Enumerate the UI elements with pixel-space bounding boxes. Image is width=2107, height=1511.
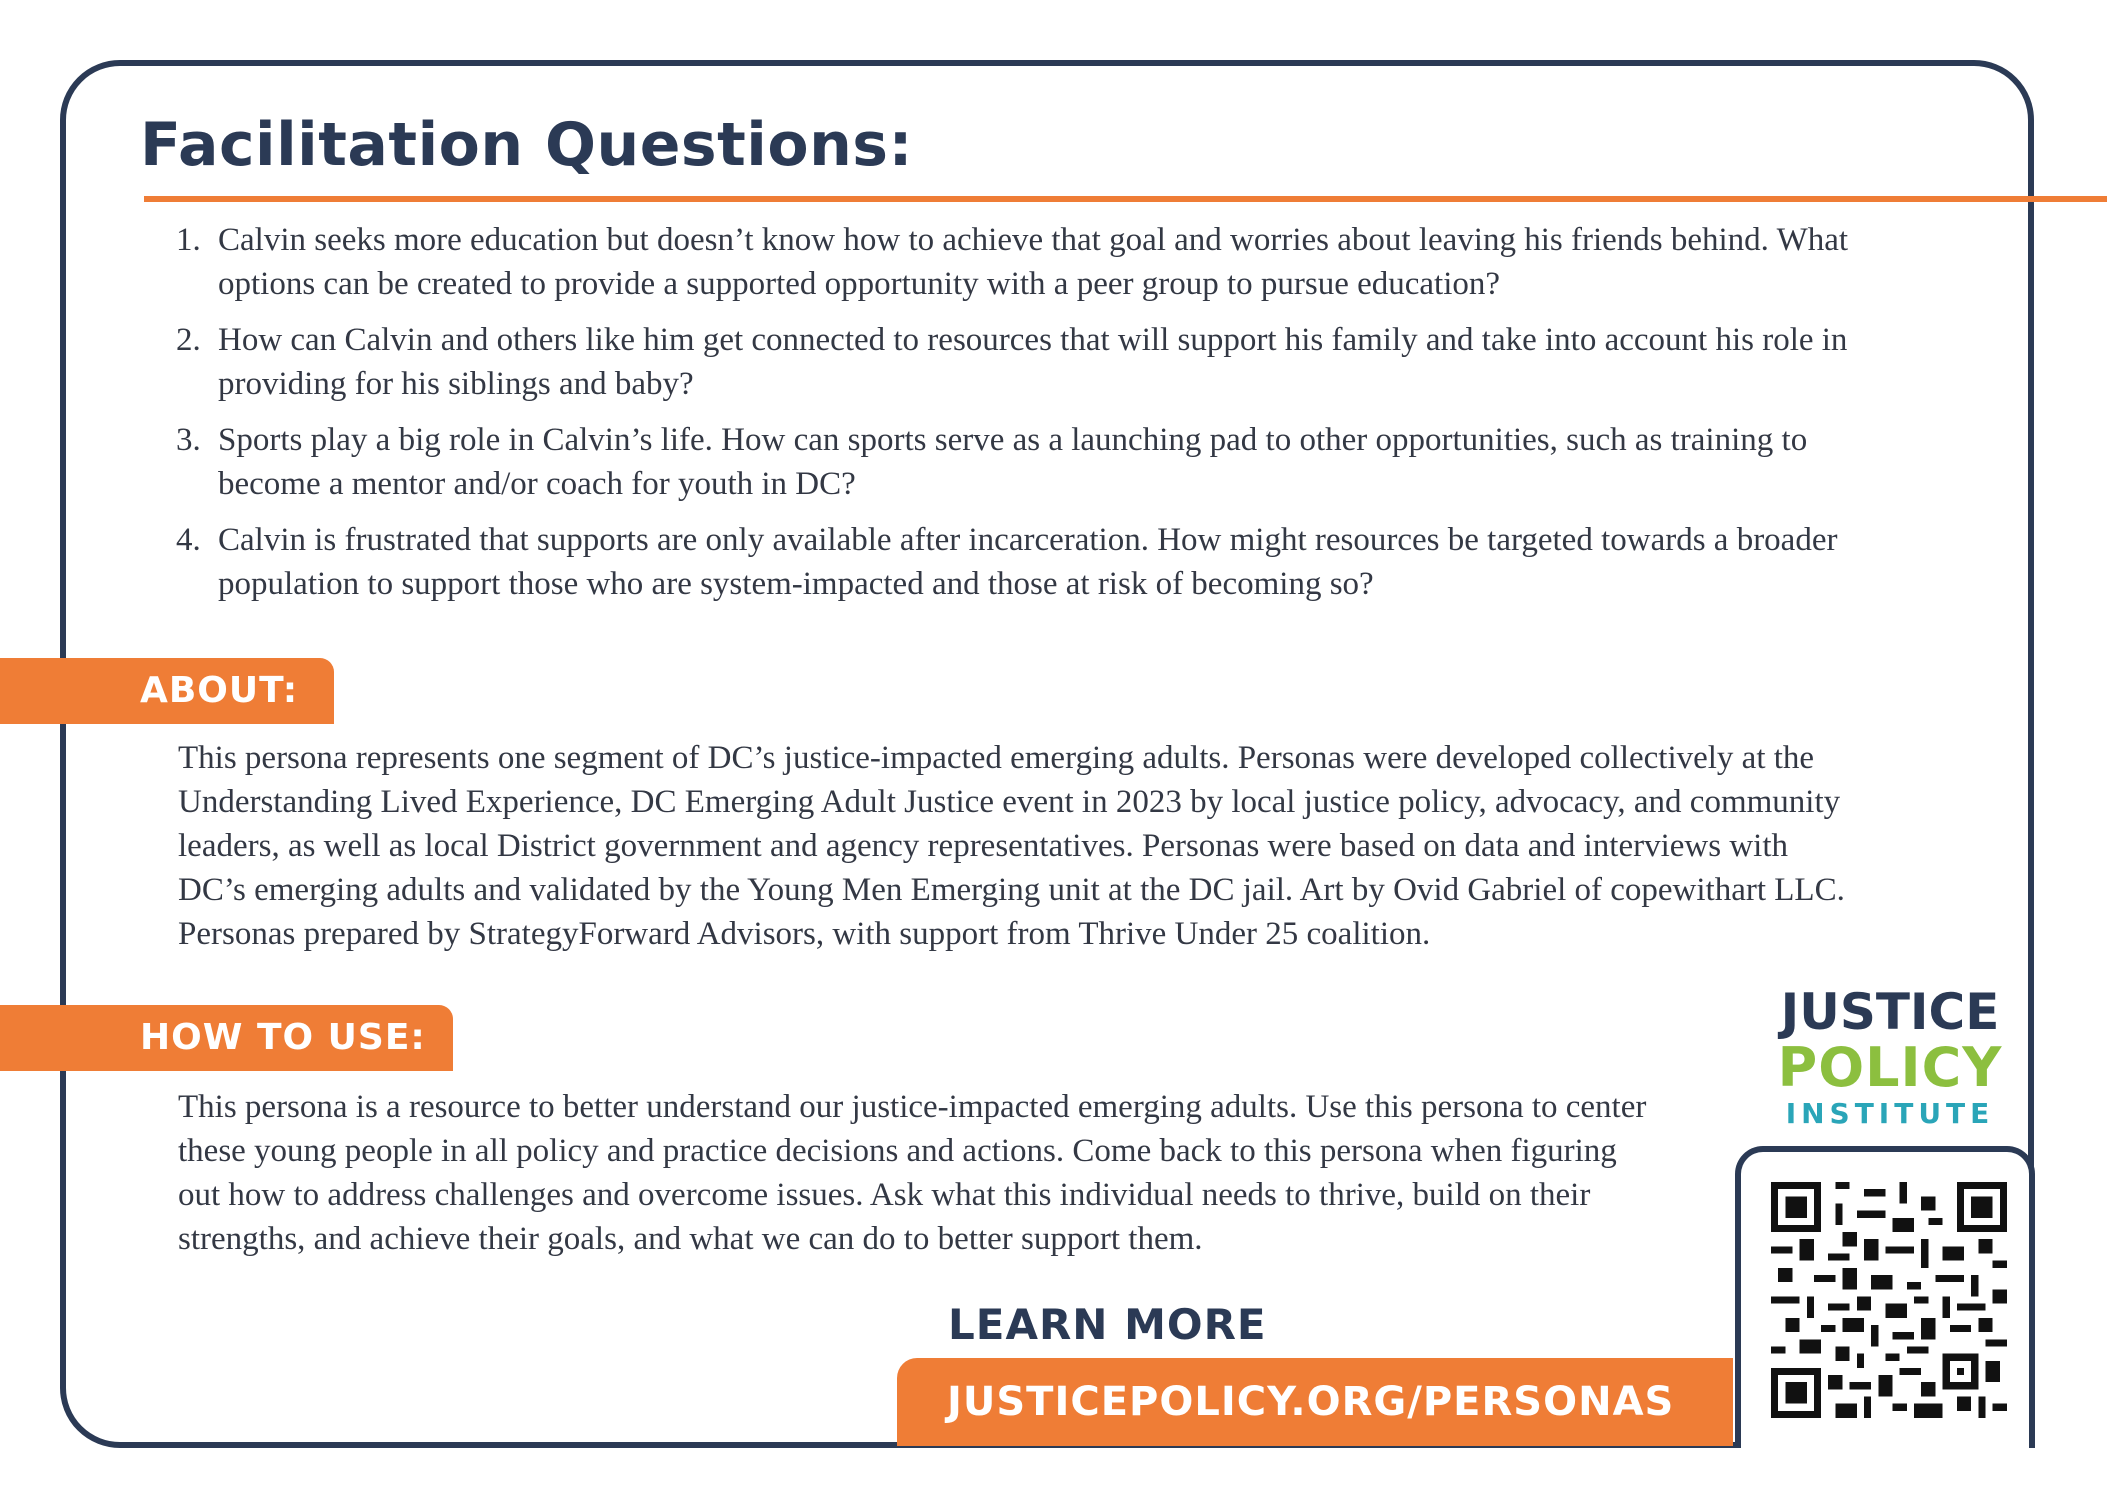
question-list	[168, 218, 1868, 618]
logo-line-policy: POLICY	[1777, 1036, 2003, 1099]
question-number: 4.	[176, 522, 201, 558]
list-item	[168, 518, 1868, 606]
question-number: 3.	[176, 422, 201, 458]
logo-line-justice: JUSTICE	[1780, 983, 2000, 1041]
list-item	[168, 418, 1868, 506]
justice-policy-institute-logo	[1775, 985, 2005, 1131]
question-number: 2.	[176, 322, 201, 358]
logo-line-institute: INSTITUTE	[1785, 1097, 1995, 1130]
about-text: This persona represents one segment of DC’s justice-impacted emerging adults. Personas were developed collectively at the Understanding Lived Experience, DC Emerging Adult Justice event in 2023 by local justice policy, advocacy, and community leaders, as well as local District government and agency representatives. Personas were based on data and interviews with DC’s emerging adults and validated by the Young Men Emerging unit at the DC jail. Art by Ovid Gabriel of copewithart LLC. Personas prepared by StrategyForward Advisors, with support from Thrive Under 25 coalition.	[178, 740, 1845, 952]
list-item	[168, 218, 1868, 306]
question-text: How can Calvin and others like him get connected to resources that will support his family and take into account his role in providing for his siblings and baby?	[218, 322, 1848, 402]
how-to-use-heading: HOW TO USE:	[0, 1005, 453, 1071]
how-to-use-text: This persona is a resource to better understand our justice-impacted emerging adults. Use this persona to center these young people in all policy and practice decisions and actions. Come back to this persona when figuring out how to address challenges and overcome issues. Ask what this individual needs to thrive, build on their strengths, and achieve their goals, and what we can do to better support them.	[178, 1089, 1647, 1257]
list-item	[168, 318, 1868, 406]
question-text: Calvin is frustrated that supports are only available after incarceration. How might resources be targeted towards a broader population to support those who are system-impacted and those at risk of becoming so?	[218, 522, 1838, 602]
title-divider	[144, 196, 2107, 202]
learn-more-heading: LEARN MORE	[948, 1300, 1267, 1349]
question-text: Calvin seeks more education but doesn’t know how to achieve that goal and worries about leaving his friends behind. What options can be created to provide a supported opportunity with a peer group to pursue education?	[218, 222, 1849, 302]
page-title: Facilitation Questions:	[140, 110, 913, 180]
question-number: 1.	[176, 222, 201, 258]
personas-url-link[interactable]: JUSTICEPOLICY.ORG/PERSONAS	[897, 1358, 1733, 1446]
question-text: Sports play a big role in Calvin’s life. How can sports serve as a launching pad to other opportunities, such as training to become a mentor and/or coach for youth in DC?	[218, 422, 1808, 502]
about-heading: ABOUT:	[0, 658, 334, 724]
qr-code-icon[interactable]	[1771, 1182, 2007, 1418]
